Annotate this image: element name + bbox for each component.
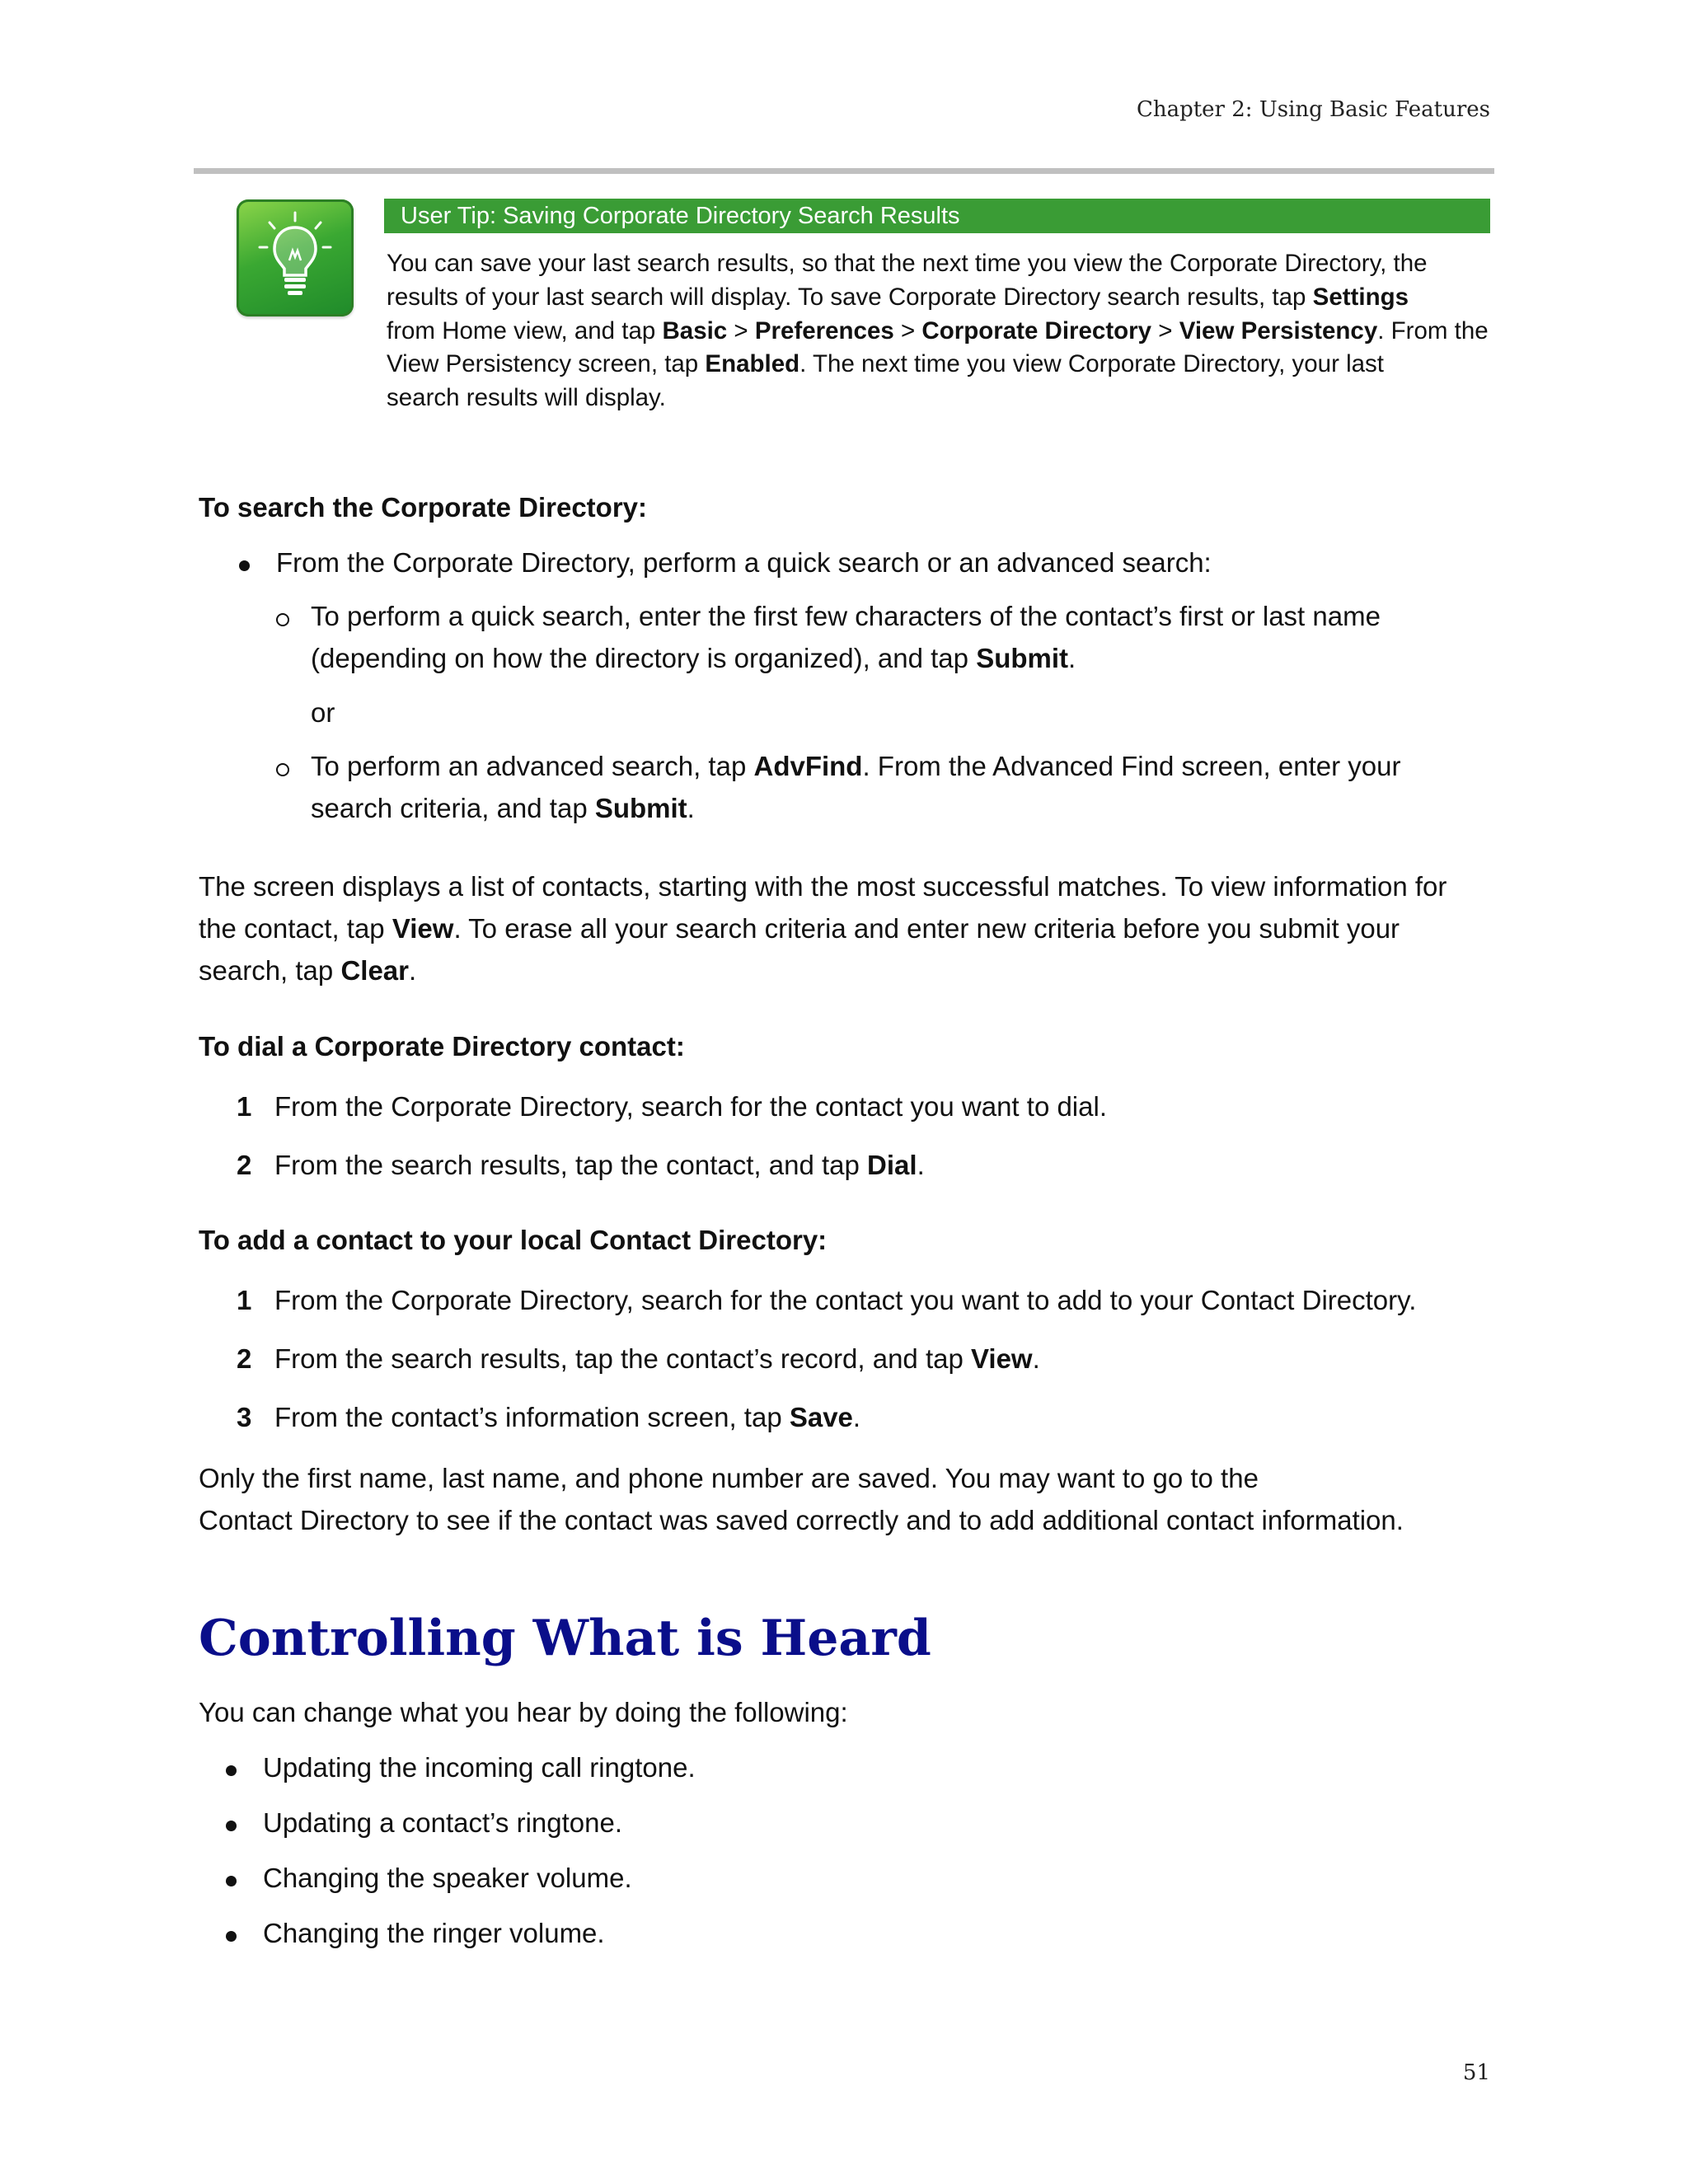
add-step-2 (274, 1343, 1040, 1375)
bullet-icon (226, 1765, 237, 1776)
section-intro: You can change what you hear by doing the following: (199, 1697, 848, 1727)
tip-line: search results will display. (387, 384, 666, 412)
tip-text-segment: > (727, 316, 755, 344)
header-divider (194, 168, 1494, 174)
add-contact-procedure-heading: To add a contact to your local Contact Directory: (199, 1225, 828, 1255)
add-step-3 (274, 1402, 860, 1433)
paragraph-line: Contact Directory to see if the contact was saved correctly and to add additional contact information. (199, 1505, 1404, 1535)
paragraph-line (199, 949, 1517, 991)
step-number: 1 (237, 1285, 252, 1315)
text-segment: (depending on how the directory is organized), and tap (311, 643, 977, 673)
dial-step-2 (274, 1150, 925, 1181)
lightbulb-icon (237, 199, 354, 316)
bold-term: Dial (867, 1150, 917, 1180)
text-segment: . (852, 1402, 861, 1432)
tip-body (387, 247, 1495, 415)
text-segment: . (687, 793, 695, 823)
tip-title: User Tip: Saving Corporate Directory Search Results (401, 203, 960, 229)
circle-bullet-icon (276, 613, 289, 626)
tip-line (387, 281, 1495, 315)
page-header: Chapter 2: Using Basic Features (1136, 97, 1490, 122)
tip-line (387, 348, 1495, 382)
bold-term: Clear (340, 955, 409, 986)
text-segment: search criteria, and tap (311, 793, 595, 823)
tip-text-segment: . From the (1377, 316, 1489, 344)
search-procedure-heading: To search the Corporate Directory: (199, 492, 648, 523)
paragraph-line: The screen displays a list of contacts, starting with the most successful matches. To view information for (199, 871, 1447, 902)
search-bullet: From the Corporate Directory, perform a quick search or an advanced search: (276, 547, 1212, 578)
quick-search-line2 (311, 643, 1076, 674)
save-note-paragraph (199, 1457, 1517, 1541)
or-separator: or (311, 697, 335, 728)
tip-text-segment: . The next time you view Corporate Directory, your last (799, 350, 1384, 378)
section-bullet: Changing the ringer volume. (263, 1918, 605, 1948)
bullet-icon (239, 560, 250, 571)
text-segment: . (409, 955, 417, 986)
text-segment: . (917, 1150, 925, 1180)
section-bullet: Updating the incoming call ringtone. (263, 1752, 696, 1783)
circle-bullet-icon (276, 763, 289, 776)
step-number: 2 (237, 1150, 252, 1180)
text-segment: From the search results, tap the contact’s record, and tap (274, 1343, 971, 1374)
step-number: 1 (237, 1091, 252, 1122)
tip-line: You can save your last search results, so that the next time you view the Corporate Directory, the (387, 250, 1428, 277)
bold-term: Submit (594, 793, 687, 823)
tip-line (387, 315, 1495, 349)
bullet-icon (226, 1931, 237, 1942)
text-segment: . To erase all your search criteria and enter new criteria before you submit your (453, 913, 1400, 944)
page-number: 51 (1462, 2060, 1490, 2085)
text-segment: search, tap (199, 955, 341, 986)
section-bullet: Updating a contact’s ringtone. (263, 1807, 623, 1838)
bold-term: View (392, 913, 454, 944)
bullet-icon (226, 1876, 237, 1886)
bold-term: AdvFind (753, 751, 863, 781)
tip-bold-term: Settings (1312, 283, 1409, 311)
tip-bold-term: Corporate Directory (921, 316, 1152, 344)
step-number: 2 (237, 1343, 252, 1374)
results-paragraph (199, 865, 1517, 991)
advanced-search-line1 (311, 751, 1400, 782)
tip-bold-term: Basic (662, 316, 728, 344)
quick-search-line1: To perform a quick search, enter the first few characters of the contact’s first or last name (311, 601, 1381, 631)
text-segment: From the search results, tap the contact, and tap (274, 1150, 868, 1180)
tip-text-segment: > (893, 316, 922, 344)
tip-bold-term: View Persistency (1179, 316, 1378, 344)
advanced-search-line2 (311, 793, 695, 824)
tip-bold-term: Preferences (754, 316, 894, 344)
bold-term: Save (789, 1402, 853, 1432)
text-segment: the contact, tap (199, 913, 392, 944)
paragraph-line: Only the first name, last name, and phone number are saved. You may want to go to the (199, 1463, 1259, 1493)
tip-bold-term: Enabled (705, 350, 800, 378)
tip-text-segment: from Home view, and tap (387, 316, 663, 344)
bullet-icon (226, 1821, 237, 1831)
bold-term: Submit (976, 643, 1069, 673)
tip-text-segment: > (1151, 316, 1179, 344)
add-step-1: From the Corporate Directory, search for the contact you want to add to your Contact Directory. (274, 1285, 1417, 1315)
dial-procedure-heading: To dial a Corporate Directory contact: (199, 1031, 685, 1062)
text-segment: . (1068, 643, 1076, 673)
bold-term: View (970, 1343, 1033, 1374)
tip-text-segment: View Persistency screen, tap (387, 350, 706, 378)
text-segment: To perform an advanced search, tap (311, 751, 754, 781)
step-number: 3 (237, 1402, 252, 1432)
dial-step-1: From the Corporate Directory, search for the contact you want to dial. (274, 1091, 1107, 1122)
tip-text-segment: results of your last search will display. To save Corporate Directory search results, tap (387, 283, 1313, 311)
section-bullet: Changing the speaker volume. (263, 1863, 632, 1893)
text-segment: . (1032, 1343, 1040, 1374)
section-heading: Controlling What is Heard (199, 1610, 931, 1667)
text-segment: From the contact’s information screen, tap (274, 1402, 790, 1432)
text-segment: . From the Advanced Find screen, enter your (862, 751, 1401, 781)
paragraph-line (199, 907, 1517, 949)
